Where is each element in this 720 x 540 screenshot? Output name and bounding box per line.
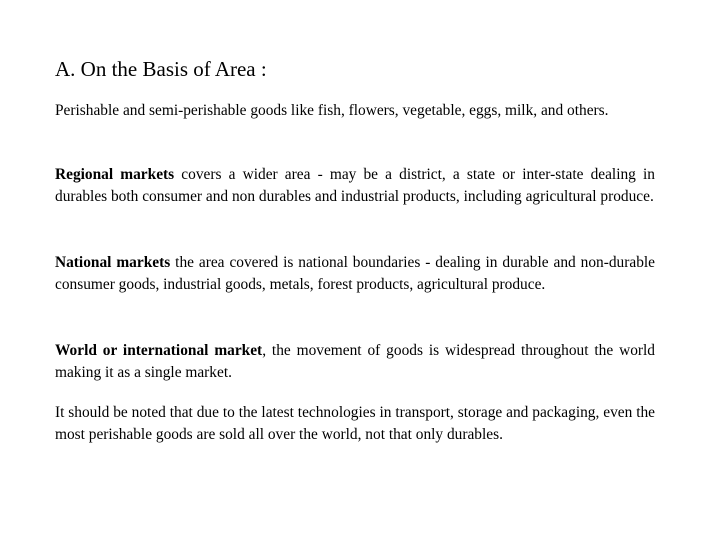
paragraph-text: the area covered is national boundaries - dealing in durable and non-durable consumer goods, industrial goods, metals, forest products, agricultural produce. <box>55 254 656 293</box>
paragraph-text: covers a wider area - may be a district, a state or inter-state dealing in durables both consumer and non durables and industrial products, including agricultural produce. <box>55 166 655 205</box>
paragraph-lead: World or international market <box>55 342 263 359</box>
paragraph-text: , the movement of goods is widespread throughout the world making it as a single market. <box>55 342 655 381</box>
paragraph-lead: National markets <box>55 254 171 271</box>
paragraph-lead: Regional markets <box>55 166 175 183</box>
slide-heading: A. On the Basis of Area : <box>55 57 267 81</box>
paragraph-regional-markets <box>55 164 655 207</box>
paragraph-text: Perishable and semi-perishable goods like fish, flowers, vegetable, eggs, milk, and others. <box>55 102 609 119</box>
paragraph-perishable-goods <box>55 100 655 122</box>
paragraph-text: It should be noted that due to the latest technologies in transport, storage and packaging, even the most perishable goods are sold all over the world, not that only durables. <box>55 404 655 443</box>
paragraph-note <box>55 402 655 445</box>
paragraph-world-market <box>55 340 655 383</box>
paragraph-national-markets <box>55 252 655 295</box>
